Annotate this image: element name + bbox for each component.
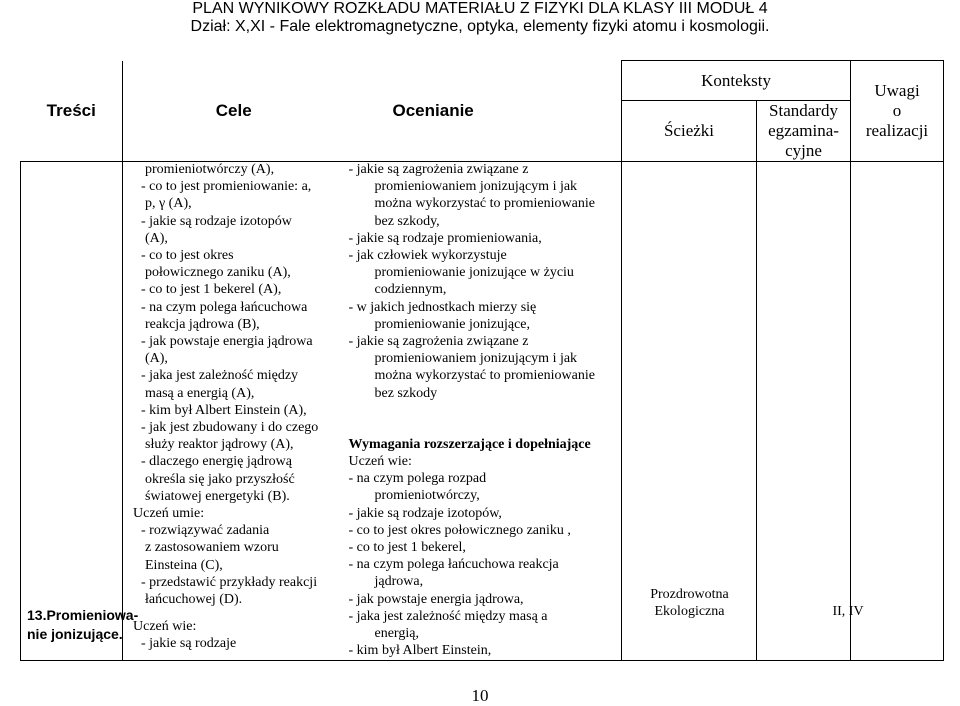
page-number: 10 bbox=[471, 686, 489, 705]
uwagi-value: II, IV bbox=[832, 604, 864, 619]
cele-line: p, γ (A), bbox=[145, 196, 192, 212]
cele-cell bbox=[123, 162, 345, 661]
plan-table bbox=[20, 60, 944, 661]
cele-line: światowej energetyki (B). bbox=[145, 488, 290, 504]
ocenianie-spacer bbox=[345, 419, 622, 436]
ocenianie-heading: Wymagania rozszerzające i dopełniające bbox=[348, 436, 591, 452]
ocenianie-line: promieniowanie jonizujące, bbox=[374, 316, 530, 332]
cele-spacer bbox=[123, 608, 345, 618]
cele-line: - kim był Albert Einstein (A), bbox=[141, 402, 307, 418]
cele-line: masą a energią (A), bbox=[145, 385, 255, 401]
cele-line: połowicznego zaniku (A), bbox=[145, 265, 291, 281]
ocenianie-line: - jak człowiek wykorzystuje bbox=[348, 248, 507, 264]
ocenianie-line: - kim był Albert Einstein, bbox=[348, 643, 492, 659]
ocenianie-line: - jak powstaje energia jądrowa, bbox=[348, 591, 524, 607]
cele-line: - jakie są rodzaje bbox=[141, 636, 237, 652]
ocenianie-line: można wykorzystać to promieniowanie bbox=[374, 368, 595, 384]
cele-line: - dlaczego energię jądrową bbox=[141, 454, 292, 470]
cele-line: służy reaktor jądrowy (A), bbox=[145, 437, 294, 453]
tresci-line: 13.Promieniowa- bbox=[27, 607, 139, 623]
ocenianie-line: jądrowa, bbox=[374, 574, 424, 590]
header-cele: Cele bbox=[123, 61, 345, 162]
cele-line: - rozwiązywać zadania bbox=[141, 523, 270, 539]
ocenianie-spacer bbox=[345, 402, 622, 419]
ocenianie-line: bez szkody, bbox=[374, 213, 440, 229]
ocenianie-line: - jakie są rodzaje izotopów, bbox=[348, 505, 502, 521]
ocenianie-line: - co to jest 1 bekerel, bbox=[348, 540, 466, 556]
standardy-cell bbox=[757, 162, 851, 661]
cele-line: - na czym polega łańcuchowa bbox=[141, 299, 308, 315]
ocenianie-line: promieniowaniem jonizującym i jak bbox=[374, 179, 578, 195]
header-uwagi: Uwagi o realizacji bbox=[851, 61, 944, 162]
cele-line: łańcuchowej (D). bbox=[145, 592, 243, 608]
tresci-cell bbox=[21, 162, 139, 661]
section-subtitle: Dział: X,XI - Fale elektromagnetyczne, optyka, elementy fizyki atomu i kosmologii. bbox=[190, 18, 770, 35]
ocenianie-line: - jakie są zagrożenia związane z bbox=[348, 334, 529, 350]
cele-line: reakcja jądrowa (B), bbox=[145, 316, 260, 332]
uwagi-cell bbox=[832, 162, 944, 661]
ocenianie-line: - jakie są zagrożenia związane z bbox=[348, 162, 529, 177]
cele-line: - jakie są rodzaje izotopów bbox=[141, 213, 292, 229]
header-sciezki: Ścieżki bbox=[622, 101, 757, 162]
ocenianie-line: - jaka jest zależność między masą a bbox=[348, 608, 548, 624]
ocenianie-line: - jakie są rodzaje promieniowania, bbox=[348, 230, 542, 246]
sciezki-line: Ekologiczna bbox=[654, 604, 725, 620]
ocenianie-line: promieniowanie jonizujące w życiu bbox=[374, 265, 574, 281]
cele-line: promieniotwórczy (A), bbox=[145, 162, 275, 177]
ocenianie-line: można wykorzystać to promieniowanie bbox=[374, 196, 595, 212]
ocenianie-line: bez szkody bbox=[374, 385, 438, 401]
ocenianie-line: Uczeń wie: bbox=[348, 454, 412, 470]
sciezki-cell bbox=[622, 162, 757, 661]
cele-line: - co to jest 1 bekerel (A), bbox=[141, 282, 282, 298]
cele-line: Uczeń wie: bbox=[133, 619, 197, 635]
ocenianie-line: energią, bbox=[374, 626, 419, 642]
header-standardy: Standardy egzamina- cyjne bbox=[757, 101, 851, 162]
header-ocenianie: Ocenianie bbox=[345, 61, 622, 162]
ocenianie-line: codziennym, bbox=[374, 282, 447, 298]
cele-line: (A), bbox=[145, 230, 168, 246]
ocenianie-line: - w jakich jednostkach mierzy się bbox=[348, 299, 537, 315]
ocenianie-line: promieniowaniem jonizującym i jak bbox=[374, 351, 578, 367]
cele-line: określa się jako przyszłość bbox=[145, 471, 295, 487]
cele-line: Uczeń umie: bbox=[133, 506, 205, 522]
ocenianie-cell bbox=[345, 162, 622, 661]
cele-line: - przedstawić przykłady reakcji bbox=[141, 574, 318, 590]
header-konteksty: Konteksty bbox=[622, 61, 851, 101]
cele-line: Einsteina (C), bbox=[145, 557, 223, 573]
cele-line: - co to jest promieniowanie: a, bbox=[141, 179, 312, 195]
cele-line: (A), bbox=[145, 351, 168, 367]
cele-line: - jaka jest zależność między bbox=[141, 368, 299, 384]
cele-line: - jak powstaje energia jądrowa bbox=[141, 334, 313, 350]
cele-line: - jak jest zbudowany i do czego bbox=[141, 420, 319, 436]
tresci-line: nie jonizujące. bbox=[27, 626, 123, 642]
ocenianie-line: promieniotwórczy, bbox=[374, 488, 480, 504]
cele-line: z zastosowaniem wzoru bbox=[145, 540, 279, 556]
cele-line: - co to jest okres bbox=[141, 248, 234, 264]
ocenianie-line: - co to jest okres połowicznego zaniku , bbox=[348, 522, 571, 538]
document-title: PLAN WYNIKOWY ROZKŁADU MATERIAŁU Z FIZYKI DLA KLASY III MODUŁ 4 bbox=[192, 0, 768, 17]
header-tresci: Treści bbox=[21, 61, 123, 162]
sciezki-line: Prozdrowotna bbox=[650, 587, 729, 602]
ocenianie-line: - na czym polega rozpad bbox=[348, 471, 487, 487]
ocenianie-line: - na czym polega łańcuchowa reakcja bbox=[348, 557, 559, 573]
